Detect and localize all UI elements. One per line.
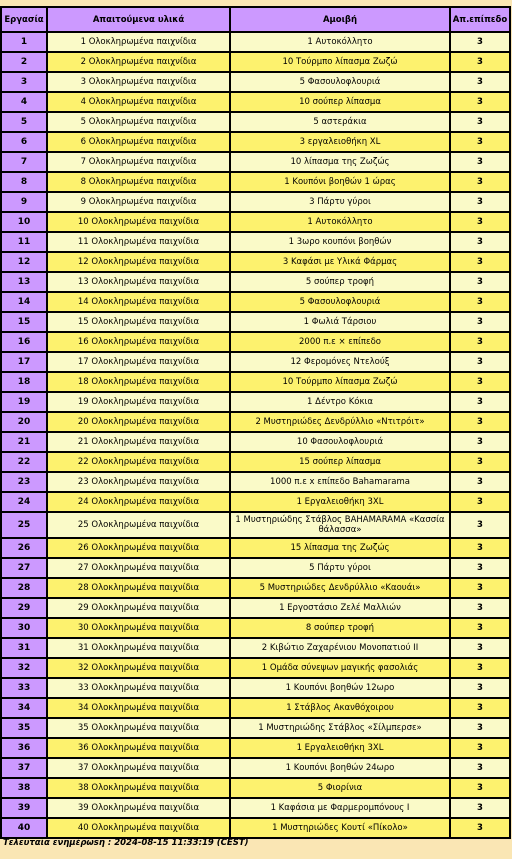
level-cell: 3 [450,512,510,538]
materials-cell: 21 Ολοκληρωμένα παιχνίδια [47,432,230,452]
reward-cell: 1 Καφάσια με Φαρμερομπόνους I [230,798,450,818]
materials-cell: 6 Ολοκληρωμένα παιχνίδια [47,132,230,152]
materials-cell: 14 Ολοκληρωμένα παιχνίδια [47,292,230,312]
reward-cell: 1 Εργοστάσιο Ζελέ Μαλλιών [230,598,450,618]
level-cell: 3 [450,32,510,52]
reward-cell: 3 Πάρτυ γύροι [230,192,450,212]
materials-cell: 19 Ολοκληρωμένα παιχνίδια [47,392,230,412]
materials-cell: 25 Ολοκληρωμένα παιχνίδια [47,512,230,538]
level-cell: 3 [450,492,510,512]
task-number-cell: 31 [1,638,47,658]
materials-cell: 9 Ολοκληρωμένα παιχνίδια [47,192,230,212]
reward-cell: 5 σούπερ τροφή [230,272,450,292]
table-row [1,92,510,112]
materials-cell: 23 Ολοκληρωμένα παιχνίδια [47,472,230,492]
reward-cell: 10 Τούρμπο λίπασμα Ζωζώ [230,52,450,72]
table-row [1,232,510,252]
table-row [1,432,510,452]
materials-cell: 36 Ολοκληρωμένα παιχνίδια [47,738,230,758]
reward-cell: 15 λίπασμα της Ζωζώς [230,538,450,558]
table-row [1,192,510,212]
level-cell: 3 [450,758,510,778]
level-cell: 3 [450,212,510,232]
materials-cell: 38 Ολοκληρωμένα παιχνίδια [47,778,230,798]
task-number-cell: 30 [1,618,47,638]
table-row [1,698,510,718]
task-number-cell: 13 [1,272,47,292]
task-number-cell: 5 [1,112,47,132]
table-row [1,678,510,698]
materials-cell: 4 Ολοκληρωμένα παιχνίδια [47,92,230,112]
materials-cell: 40 Ολοκληρωμένα παιχνίδια [47,818,230,838]
table-row [1,472,510,492]
materials-cell: 34 Ολοκληρωμένα παιχνίδια [47,698,230,718]
reward-cell: 1 Στάβλος Ακανθόχοιρου [230,698,450,718]
task-number-cell: 14 [1,292,47,312]
reward-cell: 10 σούπερ λίπασμα [230,92,450,112]
reward-cell: 5 Φασουλοφλουριά [230,292,450,312]
table-row [1,152,510,172]
level-cell: 3 [450,658,510,678]
task-number-cell: 33 [1,678,47,698]
level-cell: 3 [450,598,510,618]
table-row [1,112,510,132]
level-cell: 3 [450,132,510,152]
reward-cell: 1 Δέντρο Κόκια [230,392,450,412]
task-number-cell: 36 [1,738,47,758]
task-number-cell: 8 [1,172,47,192]
level-cell: 3 [450,432,510,452]
table-row [1,598,510,618]
level-cell: 3 [450,578,510,598]
level-cell: 3 [450,72,510,92]
table-row [1,332,510,352]
level-cell: 3 [450,818,510,838]
table-row [1,132,510,152]
header-materials: Απαιτούμενα υλικά [47,7,230,32]
materials-cell: 13 Ολοκληρωμένα παιχνίδια [47,272,230,292]
materials-cell: 24 Ολοκληρωμένα παιχνίδια [47,492,230,512]
reward-cell: 5 Πάρτυ γύροι [230,558,450,578]
task-number-cell: 10 [1,212,47,232]
reward-cell: 1 Ομάδα σύνεψων μαγικής φασολιάς [230,658,450,678]
level-cell: 3 [450,618,510,638]
task-number-cell: 16 [1,332,47,352]
reward-cell: 1 Μυστηριώδης Στάβλος «Σίλμπερσε» [230,718,450,738]
table-row [1,32,510,52]
task-number-cell: 15 [1,312,47,332]
materials-cell: 11 Ολοκληρωμένα παιχνίδια [47,232,230,252]
reward-cell: 8 σούπερ τροφή [230,618,450,638]
tasks-table [0,6,511,839]
table-row [1,312,510,332]
materials-cell: 20 Ολοκληρωμένα παιχνίδια [47,412,230,432]
level-cell: 3 [450,352,510,372]
table-row [1,778,510,798]
task-number-cell: 40 [1,818,47,838]
reward-cell: 5 Φιορίνια [230,778,450,798]
task-number-cell: 3 [1,72,47,92]
materials-cell: 2 Ολοκληρωμένα παιχνίδια [47,52,230,72]
materials-cell: 35 Ολοκληρωμένα παιχνίδια [47,718,230,738]
task-number-cell: 17 [1,352,47,372]
reward-cell: 10 λίπασμα της Ζωζώς [230,152,450,172]
materials-cell: 5 Ολοκληρωμένα παιχνίδια [47,112,230,132]
materials-cell: 12 Ολοκληρωμένα παιχνίδια [47,252,230,272]
table-row [1,758,510,778]
materials-cell: 26 Ολοκληρωμένα παιχνίδια [47,538,230,558]
task-number-cell: 39 [1,798,47,818]
table-row [1,658,510,678]
reward-cell: 12 Φερομόνες Ντελούξ [230,352,450,372]
materials-cell: 1 Ολοκληρωμένα παιχνίδια [47,32,230,52]
reward-cell: 2 Μυστηριώδες Δενδρύλλιο «Ντιτρόιτ» [230,412,450,432]
level-cell: 3 [450,112,510,132]
task-number-cell: 11 [1,232,47,252]
table-header-row [1,7,510,32]
task-number-cell: 34 [1,698,47,718]
task-number-cell: 12 [1,252,47,272]
materials-cell: 17 Ολοκληρωμένα παιχνίδια [47,352,230,372]
materials-cell: 39 Ολοκληρωμένα παιχνίδια [47,798,230,818]
reward-cell: 1 Μυστηριώδες Κουτί «Πίκολο» [230,818,450,838]
level-cell: 3 [450,452,510,472]
reward-cell: 1 Αυτοκόλλητο [230,212,450,232]
table-body [1,32,510,838]
reward-cell: 3 εργαλειοθήκη XL [230,132,450,152]
materials-cell: 16 Ολοκληρωμένα παιχνίδια [47,332,230,352]
task-number-cell: 37 [1,758,47,778]
table-row [1,558,510,578]
level-cell: 3 [450,252,510,272]
task-number-cell: 7 [1,152,47,172]
table-row [1,212,510,232]
task-number-cell: 2 [1,52,47,72]
task-number-cell: 1 [1,32,47,52]
level-cell: 3 [450,312,510,332]
table-row [1,818,510,838]
reward-cell: 1 Φωλιά Τάρσιου [230,312,450,332]
level-cell: 3 [450,412,510,432]
reward-cell: 2000 π.ε × επίπεδο [230,332,450,352]
level-cell: 3 [450,718,510,738]
task-number-cell: 6 [1,132,47,152]
level-cell: 3 [450,272,510,292]
level-cell: 3 [450,332,510,352]
materials-cell: 28 Ολοκληρωμένα παιχνίδια [47,578,230,598]
task-number-cell: 25 [1,512,47,538]
table-row [1,578,510,598]
table-row [1,512,510,538]
reward-cell: 5 Μυστηριώδες Δενδρύλλιο «Καουάι» [230,578,450,598]
task-number-cell: 35 [1,718,47,738]
level-cell: 3 [450,698,510,718]
table-row [1,492,510,512]
level-cell: 3 [450,558,510,578]
level-cell: 3 [450,778,510,798]
materials-cell: 27 Ολοκληρωμένα παιχνίδια [47,558,230,578]
task-number-cell: 4 [1,92,47,112]
level-cell: 3 [450,678,510,698]
level-cell: 3 [450,52,510,72]
task-number-cell: 24 [1,492,47,512]
materials-cell: 10 Ολοκληρωμένα παιχνίδια [47,212,230,232]
header-reward: Αμοιβή [230,7,450,32]
level-cell: 3 [450,372,510,392]
level-cell: 3 [450,92,510,112]
table-row [1,272,510,292]
reward-cell: 2 Κιβώτιο Ζαχαρένιου Μονοπατιού II [230,638,450,658]
level-cell: 3 [450,798,510,818]
materials-cell: 18 Ολοκληρωμένα παιχνίδια [47,372,230,392]
task-number-cell: 19 [1,392,47,412]
task-number-cell: 21 [1,432,47,452]
materials-cell: 32 Ολοκληρωμένα παιχνίδια [47,658,230,678]
level-cell: 3 [450,172,510,192]
task-number-cell: 26 [1,538,47,558]
reward-cell: 3 Καφάσι με Υλικά Φάρμας [230,252,450,272]
materials-cell: 29 Ολοκληρωμένα παιχνίδια [47,598,230,618]
table-row [1,172,510,192]
table-row [1,392,510,412]
materials-cell: 31 Ολοκληρωμένα παιχνίδια [47,638,230,658]
table-row [1,452,510,472]
reward-cell: 1 Κουπόνι βοηθών 1 ώρας [230,172,450,192]
reward-cell: 1 Εργαλειοθήκη 3XL [230,492,450,512]
level-cell: 3 [450,472,510,492]
reward-cell: 10 Φασουλοφλουριά [230,432,450,452]
table-row [1,538,510,558]
task-number-cell: 9 [1,192,47,212]
materials-cell: 37 Ολοκληρωμένα παιχνίδια [47,758,230,778]
materials-cell: 33 Ολοκληρωμένα παιχνίδια [47,678,230,698]
table-row [1,718,510,738]
reward-cell: 1 Κουπόνι βοηθών 12ωρο [230,678,450,698]
task-number-cell: 23 [1,472,47,492]
task-number-cell: 28 [1,578,47,598]
table-row [1,52,510,72]
level-cell: 3 [450,538,510,558]
reward-cell: 10 Τούρμπο λίπασμα Ζωζώ [230,372,450,392]
task-number-cell: 20 [1,412,47,432]
reward-cell: 15 σούπερ λίπασμα [230,452,450,472]
reward-cell: 5 αστεράκια [230,112,450,132]
level-cell: 3 [450,232,510,252]
header-task: Εργασία [1,7,47,32]
reward-cell: 5 Φασουλοφλουριά [230,72,450,92]
task-number-cell: 18 [1,372,47,392]
table-row [1,412,510,432]
materials-cell: 15 Ολοκληρωμένα παιχνίδια [47,312,230,332]
task-number-cell: 38 [1,778,47,798]
level-cell: 3 [450,192,510,212]
level-cell: 3 [450,152,510,172]
level-cell: 3 [450,638,510,658]
task-number-cell: 29 [1,598,47,618]
table-row [1,292,510,312]
materials-cell: 8 Ολοκληρωμένα παιχνίδια [47,172,230,192]
table-row [1,738,510,758]
header-level: Απ.επίπεδο [450,7,510,32]
table-row [1,798,510,818]
level-cell: 3 [450,392,510,412]
task-number-cell: 27 [1,558,47,578]
materials-cell: 30 Ολοκληρωμένα παιχνίδια [47,618,230,638]
materials-cell: 7 Ολοκληρωμένα παιχνίδια [47,152,230,172]
materials-cell: 3 Ολοκληρωμένα παιχνίδια [47,72,230,92]
task-number-cell: 32 [1,658,47,678]
materials-cell: 22 Ολοκληρωμένα παιχνίδια [47,452,230,472]
reward-cell: 1 Αυτοκόλλητο [230,32,450,52]
reward-cell: 1 Κουπόνι βοηθών 24ωρο [230,758,450,778]
level-cell: 3 [450,738,510,758]
reward-cell: 1 3ωρο κουπόνι βοηθών [230,232,450,252]
task-number-cell: 22 [1,452,47,472]
table-row [1,618,510,638]
table-row [1,352,510,372]
reward-cell: 1000 π.ε x επίπεδο Bahamarama [230,472,450,492]
level-cell: 3 [450,292,510,312]
table-row [1,72,510,92]
last-update-footer: Τελευταία ενημέρωsη : 2024-08-15 11:33:19 (CEST) [3,838,249,848]
table-row [1,372,510,392]
table-row [1,252,510,272]
reward-cell: 1 Εργαλειοθήκη 3XL [230,738,450,758]
reward-cell: 1 Μυστηριώδης Στάβλος BAHAMARAMA «Κασσία θάλασσα» [230,512,450,538]
table-row [1,638,510,658]
